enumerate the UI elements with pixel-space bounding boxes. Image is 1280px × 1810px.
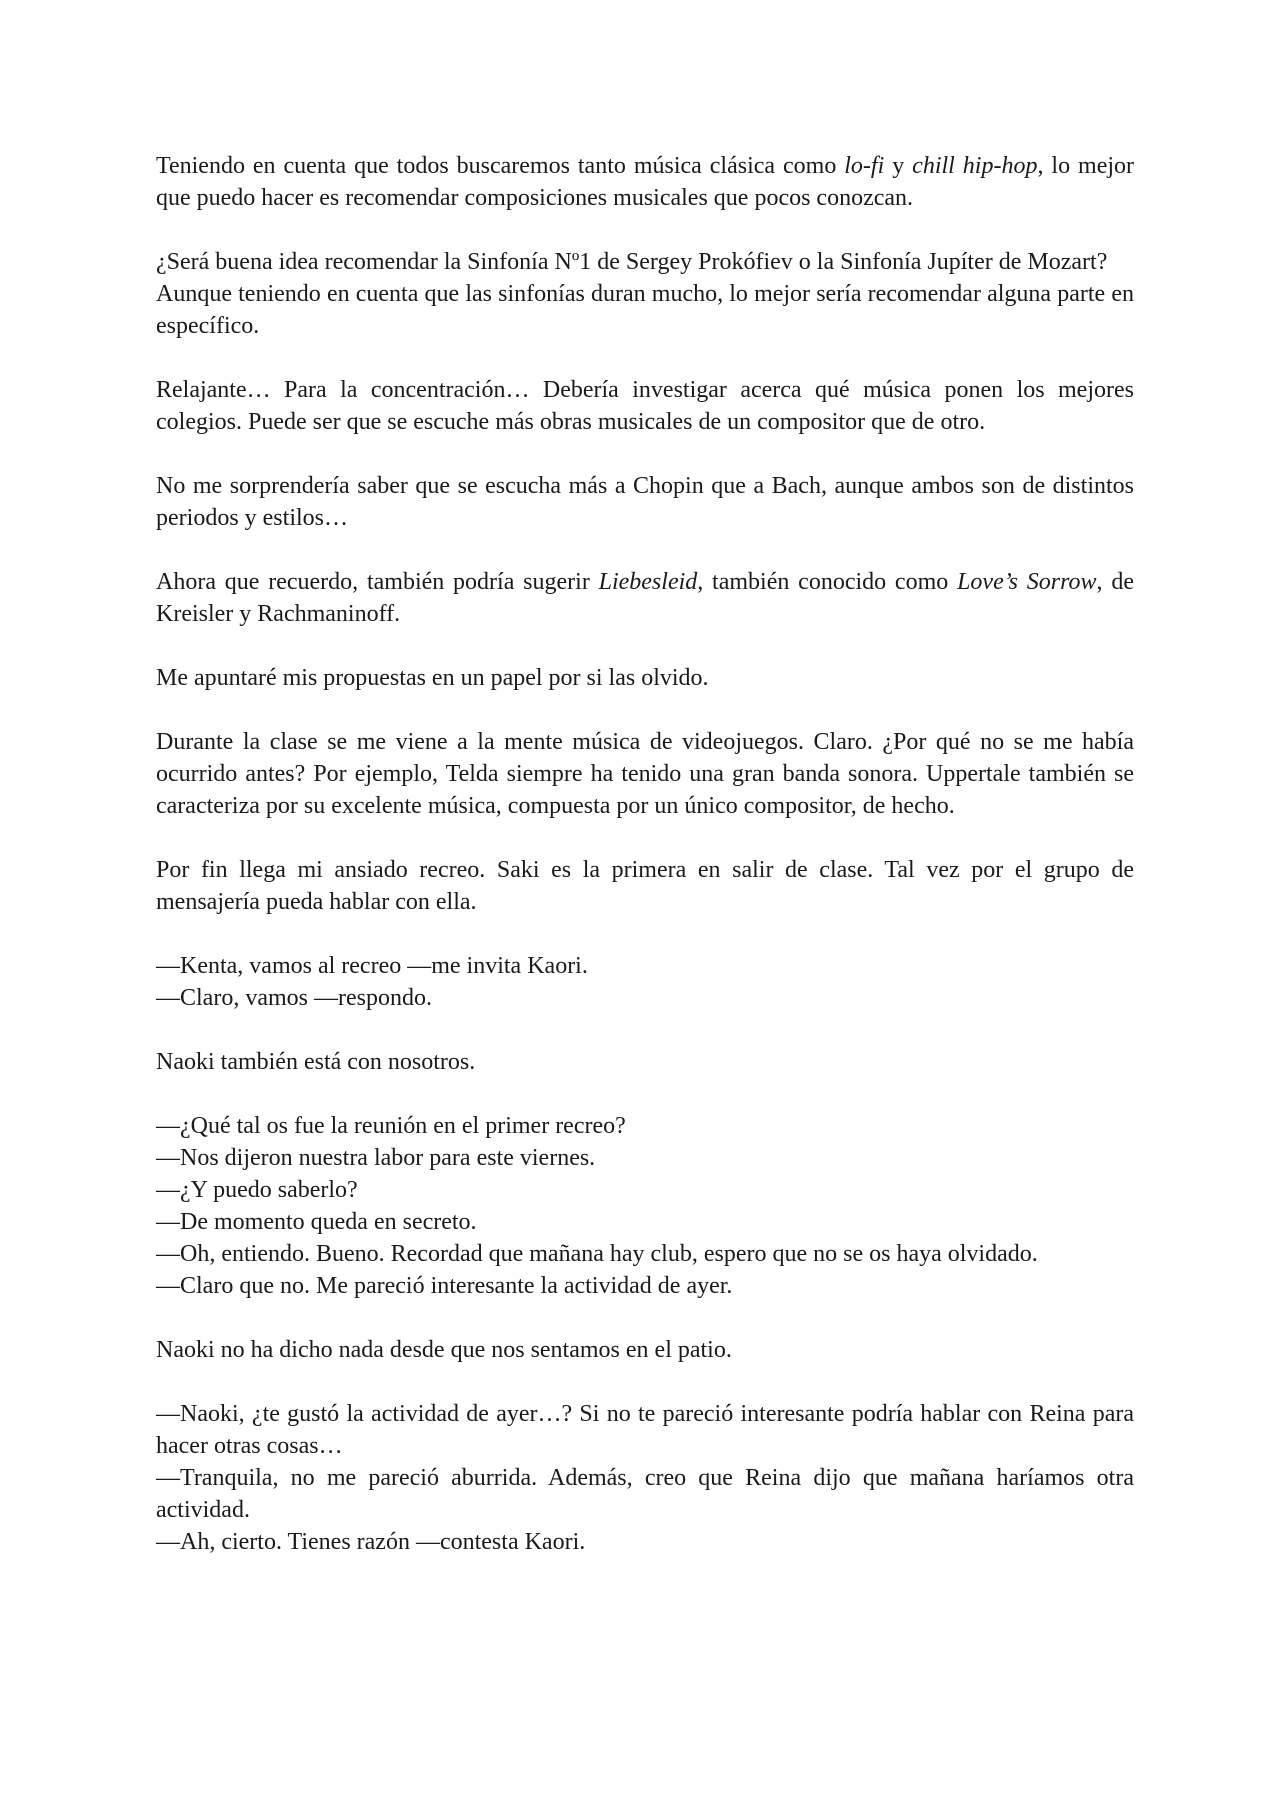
paragraph-5-text-c: , también conocido como	[697, 569, 958, 595]
paragraph-5-text-a: Ahora que recuerdo, también podría sugerir	[156, 569, 599, 595]
dialogue-block-3	[156, 1398, 1134, 1558]
dialogue-line: —Tranquila, no me pareció aburrida. Además, creo que Reina dijo que mañana haríamos otra actividad.	[156, 1465, 1134, 1523]
paragraph-1	[156, 150, 1134, 214]
dialogue-line: —Kenta, vamos al recreo —me invita Kaori.	[156, 953, 588, 979]
paragraph-5-text-e: , de Kreisler y Rachmaninoff.	[156, 569, 1134, 627]
paragraph-7: Durante la clase se me viene a la mente música de videojuegos. Claro. ¿Por qué no se me había ocurrido antes? Por ejemplo, Telda siempre ha tenido una gran banda sonora. Uppertale también se caracteriza por su excelente música, compuesta por un único compositor, de hecho.	[156, 729, 1134, 819]
paragraph-1-text-e: , lo mejor que puedo hacer es recomendar composiciones musicales que pocos conozcan.	[156, 153, 1135, 211]
paragraph-1-text-a: Teniendo en cuenta que todos buscaremos tanto música clásica como	[156, 153, 845, 179]
paragraph-3: Relajante… Para la concentración… Debería investigar acerca qué música ponen los mejores colegios. Puede ser que se escuche más obras musicales de un compositor que de otro.	[156, 377, 1134, 435]
paragraph-5-italic-loves-sorrow: Love’s Sorrow	[957, 569, 1097, 595]
dialogue-line: —De momento queda en secreto.	[156, 1209, 477, 1235]
paragraph-8: Por fin llega mi ansiado recreo. Saki es la primera en salir de clase. Tal vez por el grupo de mensajería pueda hablar con ella.	[156, 857, 1134, 915]
paragraph-1-italic-chill: chill hip-hop	[912, 153, 1038, 179]
paragraph-1-italic-lofi: lo-fi	[844, 153, 885, 179]
dialogue-line: —Nos dijeron nuestra labor para este viernes.	[156, 1145, 596, 1171]
paragraph-9: Naoki también está con nosotros.	[156, 1049, 476, 1075]
dialogue-line: —Claro que no. Me pareció interesante la actividad de ayer.	[156, 1273, 733, 1299]
dialogue-line: —Naoki, ¿te gustó la actividad de ayer…? Si no te pareció interesante podría hablar con Reina para hacer otras cosas…	[156, 1401, 1134, 1459]
paragraph-1-text-c: y	[884, 153, 913, 179]
paragraph-5	[156, 566, 1134, 630]
paragraph-2-line-1: ¿Será buena idea recomendar la Sinfonía Nº1 de Sergey Prokófiev o la Sinfonía Jupíter de Mozart?	[156, 249, 1108, 275]
dialogue-block-2	[156, 1110, 1134, 1302]
paragraph-2-line-2: Aunque teniendo en cuenta que las sinfonías duran mucho, lo mejor sería recomendar alguna parte en específico.	[156, 281, 1134, 339]
paragraph-10: Naoki no ha dicho nada desde que nos sentamos en el patio.	[156, 1337, 732, 1363]
paragraph-2	[156, 246, 1134, 342]
dialogue-line: —¿Y puedo saberlo?	[156, 1177, 358, 1203]
paragraph-5-italic-liebesleid: Liebesleid	[598, 569, 698, 595]
dialogue-line: —Oh, entiendo. Bueno. Recordad que mañana hay club, espero que no se os haya olvidado.	[156, 1241, 1038, 1267]
dialogue-line: —¿Qué tal os fue la reunión en el primer recreo?	[156, 1113, 626, 1139]
dialogue-line: —Claro, vamos —respondo.	[156, 985, 432, 1011]
dialogue-block-1	[156, 950, 1134, 1014]
paragraph-6: Me apuntaré mis propuestas en un papel por si las olvido.	[156, 665, 709, 691]
document-page	[156, 150, 1134, 1590]
paragraph-4: No me sorprendería saber que se escucha más a Chopin que a Bach, aunque ambos son de distintos periodos y estilos…	[156, 473, 1134, 531]
dialogue-line: —Ah, cierto. Tienes razón —contesta Kaori.	[156, 1529, 586, 1555]
